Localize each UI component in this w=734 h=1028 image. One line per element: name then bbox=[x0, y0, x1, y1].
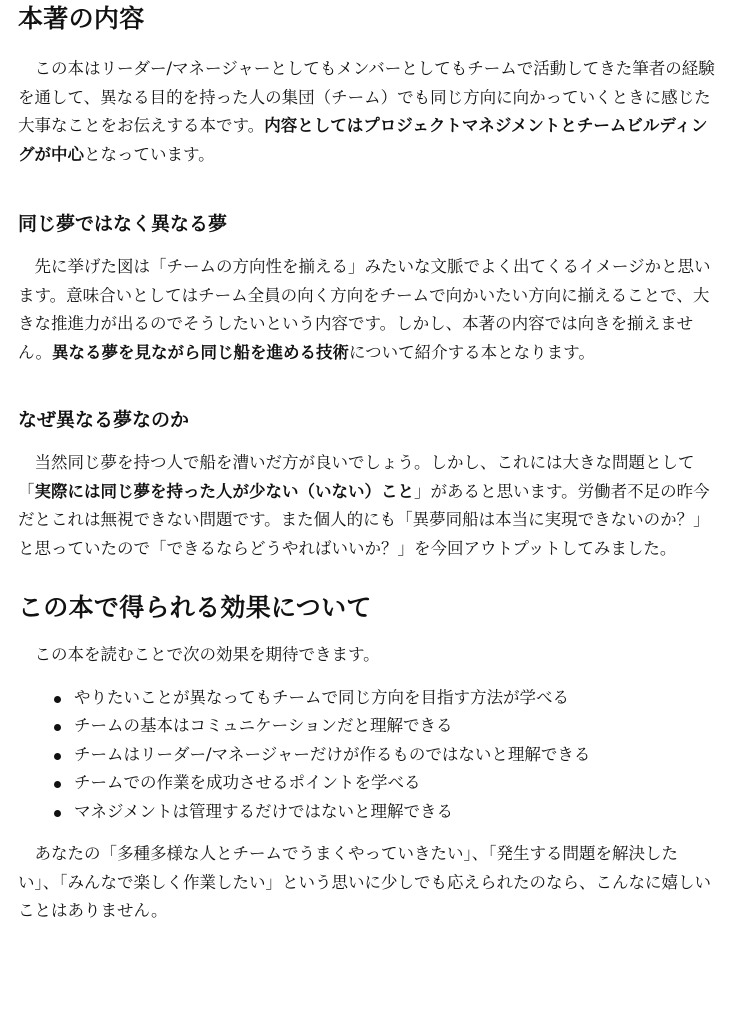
section-heading-why-different: なぜ異なる夢なのか bbox=[18, 409, 190, 431]
bullet-icon bbox=[54, 810, 61, 817]
bullet-icon bbox=[54, 696, 61, 703]
effects-list-item bbox=[54, 712, 716, 741]
effects-item-text: チームの基本はコミュニケーションだと理解できる bbox=[74, 716, 453, 735]
effects-item-text: チームはリーダー/マネージャーだけが作るものではないと理解できる bbox=[74, 744, 591, 764]
section-heading-different-dreams: 同じ夢ではなく異なる夢 bbox=[18, 213, 228, 235]
why-different-paragraph bbox=[18, 449, 716, 563]
section-heading-effects: この本で得られる効果について bbox=[18, 593, 372, 622]
why-different-text-before: 当然同じ夢を持つ人で船を漕いだ方が良いでしょう。しかし、これには大きな問題として「 bbox=[18, 453, 695, 501]
why-different-bold-text: 実際には同じ夢を持った人が少ない（いない）こと bbox=[34, 481, 414, 501]
effects-list-item bbox=[54, 684, 716, 713]
why-different-text-after: 」があると思います。労働者不足の昨今だとこれは無視できない問題です。また個人的にも「異夢同船は本当に実現できないのか？」と思っていたので「できるならどうやればいいか？」を今回アウトプットしてみました。 bbox=[18, 481, 710, 558]
effects-intro: この本を読むことで次の効果を期待できます。 bbox=[34, 645, 380, 664]
section-heading-contents: 本著の内容 bbox=[18, 4, 145, 33]
effects-list-item bbox=[54, 798, 716, 827]
effects-item-text: マネジメントは管理するだけではないと理解できる bbox=[74, 801, 454, 821]
effects-item-text: チームでの作業を成功させるポイントを学べる bbox=[74, 773, 421, 792]
different-dreams-bold-text: 異なる夢を見ながら同じ船を進める技術 bbox=[52, 342, 349, 362]
different-dreams-paragraph bbox=[18, 253, 716, 367]
bullet-icon bbox=[54, 781, 61, 788]
different-dreams-text-after: について紹介する本となります。 bbox=[349, 342, 595, 362]
contents-bold-text: 内容としてはプロジェクトマネジメントとチームビルディングが中心 bbox=[18, 116, 708, 164]
document-page bbox=[0, 4, 734, 1028]
effects-list bbox=[18, 684, 716, 827]
different-dreams-text-before: 先に挙げた図は「チームの方向性を揃える」みたいな文脈でよく出てくるイメージかと思います。意味合いとしてはチーム全員の向く方向をチームで向かいたい方向に揃えることで、大きな推進力が出るのでそうしたいという内容です。しかし、本著の内容では向きを揃えません。 bbox=[18, 257, 711, 362]
contents-paragraph bbox=[18, 55, 716, 169]
contents-text-before: この本はリーダー/マネージャーとしてもメンバーとしてもチームで活動してきた筆者の経験を通して、異なる目的を持った人の集団（チーム）でも同じ方向に向かっていくときに感じた大事なことをお伝えする本です。 bbox=[18, 59, 715, 135]
effects-list-item bbox=[54, 769, 716, 798]
bullet-icon bbox=[54, 724, 61, 731]
effects-item-text: やりたいことが異なってもチームで同じ方向を目指す方法が学べる bbox=[74, 687, 569, 707]
bullet-icon bbox=[54, 753, 61, 760]
effects-list-item bbox=[54, 741, 716, 770]
contents-text-after: となっています。 bbox=[84, 144, 215, 164]
closing-paragraph: あなたの「多種多様な人とチームでうまくやっていきたい」、「発生する問題を解決したい」、「みんなで楽しく作業したい」という思いに少しでも応えられたのなら、こんなに嬉しいことはありません。 bbox=[18, 844, 711, 920]
